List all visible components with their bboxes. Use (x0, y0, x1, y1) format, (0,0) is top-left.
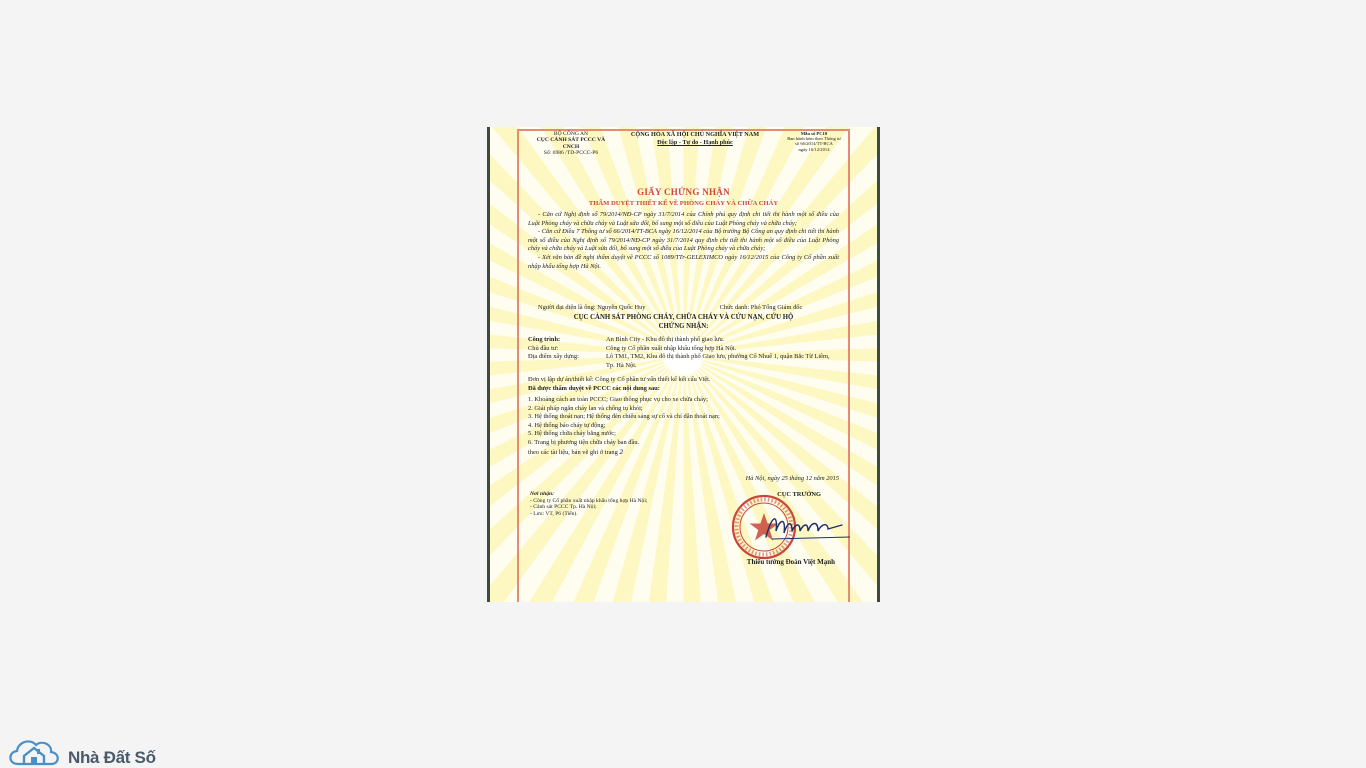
approved-item: 6. Trang bị phương tiện chữa cháy ban đầu. (528, 438, 640, 446)
detail-value: Lô TM1, TM2, Khu đô thị thành phố Giao lưu, phường Cổ Nhuế 1, quận Bắc Từ Liêm, Tp. Hà Nội. (606, 353, 830, 369)
recipient-item: - Cảnh sát PCCC Tp. Hà Nội; (530, 504, 597, 511)
approved-heading: Đã được thẩm duyệt về PCCC các nội dung sau: (528, 385, 660, 392)
issuing-agency (524, 313, 843, 331)
approved-item: 1. Khoảng cách an toàn PCCC; Giao thông phục vụ cho xe chữa cháy; (528, 396, 708, 403)
legal-basis (528, 211, 839, 271)
representative-name: Người đại diện là ông: Nguyễn Quốc Huy (538, 304, 646, 311)
agency-name: CỤC CẢNH SÁT PHÒNG CHÁY, CHỮA CHÁY VÀ CỨU NẠN, CỨU HỘ (573, 314, 794, 321)
brand-logo: Nhà Đất Số (68, 748, 156, 767)
detail-key: Chủ đầu tư: (528, 344, 559, 352)
signer-name: Thiếu tướng Đoàn Việt Mạnh (746, 558, 835, 566)
signature-icon (762, 507, 852, 543)
national-motto: Độc lập - Tự do - Hạnh phúc (657, 139, 733, 146)
form-note-3: ngày 16/12/2014 (798, 146, 830, 152)
detail-row (528, 345, 839, 354)
detail-key: Công trình: (528, 336, 561, 343)
certify-heading: CHỨNG NHẬN: (658, 323, 709, 330)
form-number: Mẫu số PC10 (800, 131, 828, 136)
approved-item: 2. Giải pháp ngăn cháy lan và chống tụ khói; (528, 404, 643, 412)
recipient-item: - Lưu: VT, P6 (Tiến). (530, 510, 578, 517)
representative-line (538, 304, 843, 313)
documents-page: 2 (619, 447, 624, 456)
detail-row (528, 336, 839, 345)
representative-position: Chức danh: Phó Tổng Giám đốc (719, 304, 803, 311)
department-name: CỤC CẢNH SÁT PCCC VÀ CNCH (536, 137, 606, 150)
director-title: CỤC TRƯỞNG (777, 491, 821, 498)
approved-item: 3. Hệ thống thoát nạn; Hệ thống đèn chiếu sáng sự cố và chỉ dẫn thoát nạn; (528, 413, 720, 421)
issue-date: Hà Nội, ngày 25 tháng 12 năm 2015 (745, 475, 839, 482)
country-name: CỘNG HÒA XÃ HỘI CHỦ NGHĨA VIỆT NAM (630, 131, 760, 138)
approved-list (528, 396, 839, 457)
detail-key: Địa điểm xây dựng: (528, 353, 579, 361)
header-left (530, 131, 612, 157)
ministry-name: BỘ CÔNG AN (553, 131, 589, 137)
basis-paragraph: - Căn cứ Điều 7 Thông tư số 66/2014/TT-BCA ngày 16/12/2014 của Bộ trưởng Bộ Công an quy định chi tiết thi hành một số điều của Nghị định số 79/2014/NĐ-CP ngày 31/7/2014 quy định chi tiết thi hành một số điều của Luật Phòng cháy và chữa cháy và Luật sửa đổi, bổ sung một số điều của Luật Phòng cháy và chữa cháy; (528, 228, 839, 253)
detail-row (528, 353, 839, 370)
documents-note (528, 448, 839, 458)
header-center (620, 131, 770, 147)
document-number: Số: 6986 /TD-PCCC-P6 (543, 150, 599, 157)
recipients-title: Nơi nhận: (530, 491, 554, 497)
approved-item: 4. Hệ thống báo cháy tự động; (528, 421, 606, 429)
basis-paragraph: - Căn cứ Nghị định số 79/2014/NĐ-CP ngày 31/7/2014 của Chính phủ quy định chi tiết thi hành một số điều của Luật Phòng cháy và chữa cháy và Luật sửa đổi, bổ sung một số điều của Luật Phòng cháy và chữa cháy; (528, 211, 839, 227)
detail-value: Công ty Cổ phần xuất nhập khẩu tổng hợp Hà Nội. (606, 344, 737, 352)
form-note-2: số 66/2014/TT-BCA (795, 141, 833, 147)
approved-item: 5. Hệ thống chữa cháy bằng nước; (528, 430, 616, 438)
consultant-line: Đơn vị lập dự án/thiết kế: Công ty Cổ phần tư vấn thiết kế kết cấu Việt. (528, 376, 711, 383)
documents-note-text: theo các tài liệu, bản vẽ ghi ở trang (528, 448, 618, 456)
document-viewer (487, 127, 880, 602)
detail-value: An Bình City - Khu đô thị thành phố giao lưu. (606, 336, 725, 343)
form-note-1: Ban hành kèm theo Thông tư (787, 136, 841, 142)
recipient-item: - Công ty Cổ phần xuất nhập khẩu tổng hợp Hà Nội; (530, 497, 648, 504)
recipients-block (530, 491, 650, 517)
project-details (528, 336, 839, 370)
certificate-title: GIẤY CHỨNG NHẬN (637, 187, 730, 197)
header-right (779, 131, 849, 152)
certificate-image (490, 127, 877, 602)
certificate-paper (524, 131, 843, 602)
certificate-subtitle: THẨM DUYỆT THIẾT KẾ VỀ PHÒNG CHÁY VÀ CHỮA CHÁY (588, 200, 779, 207)
basis-paragraph: - Xét văn bản đề nghị thẩm duyệt về PCCC số 1089/TTr-GELEXIMCO ngày 16/12/2015 của Công ty Cổ phần xuất nhập khẩu tổng hợp Hà Nội. (528, 253, 839, 270)
